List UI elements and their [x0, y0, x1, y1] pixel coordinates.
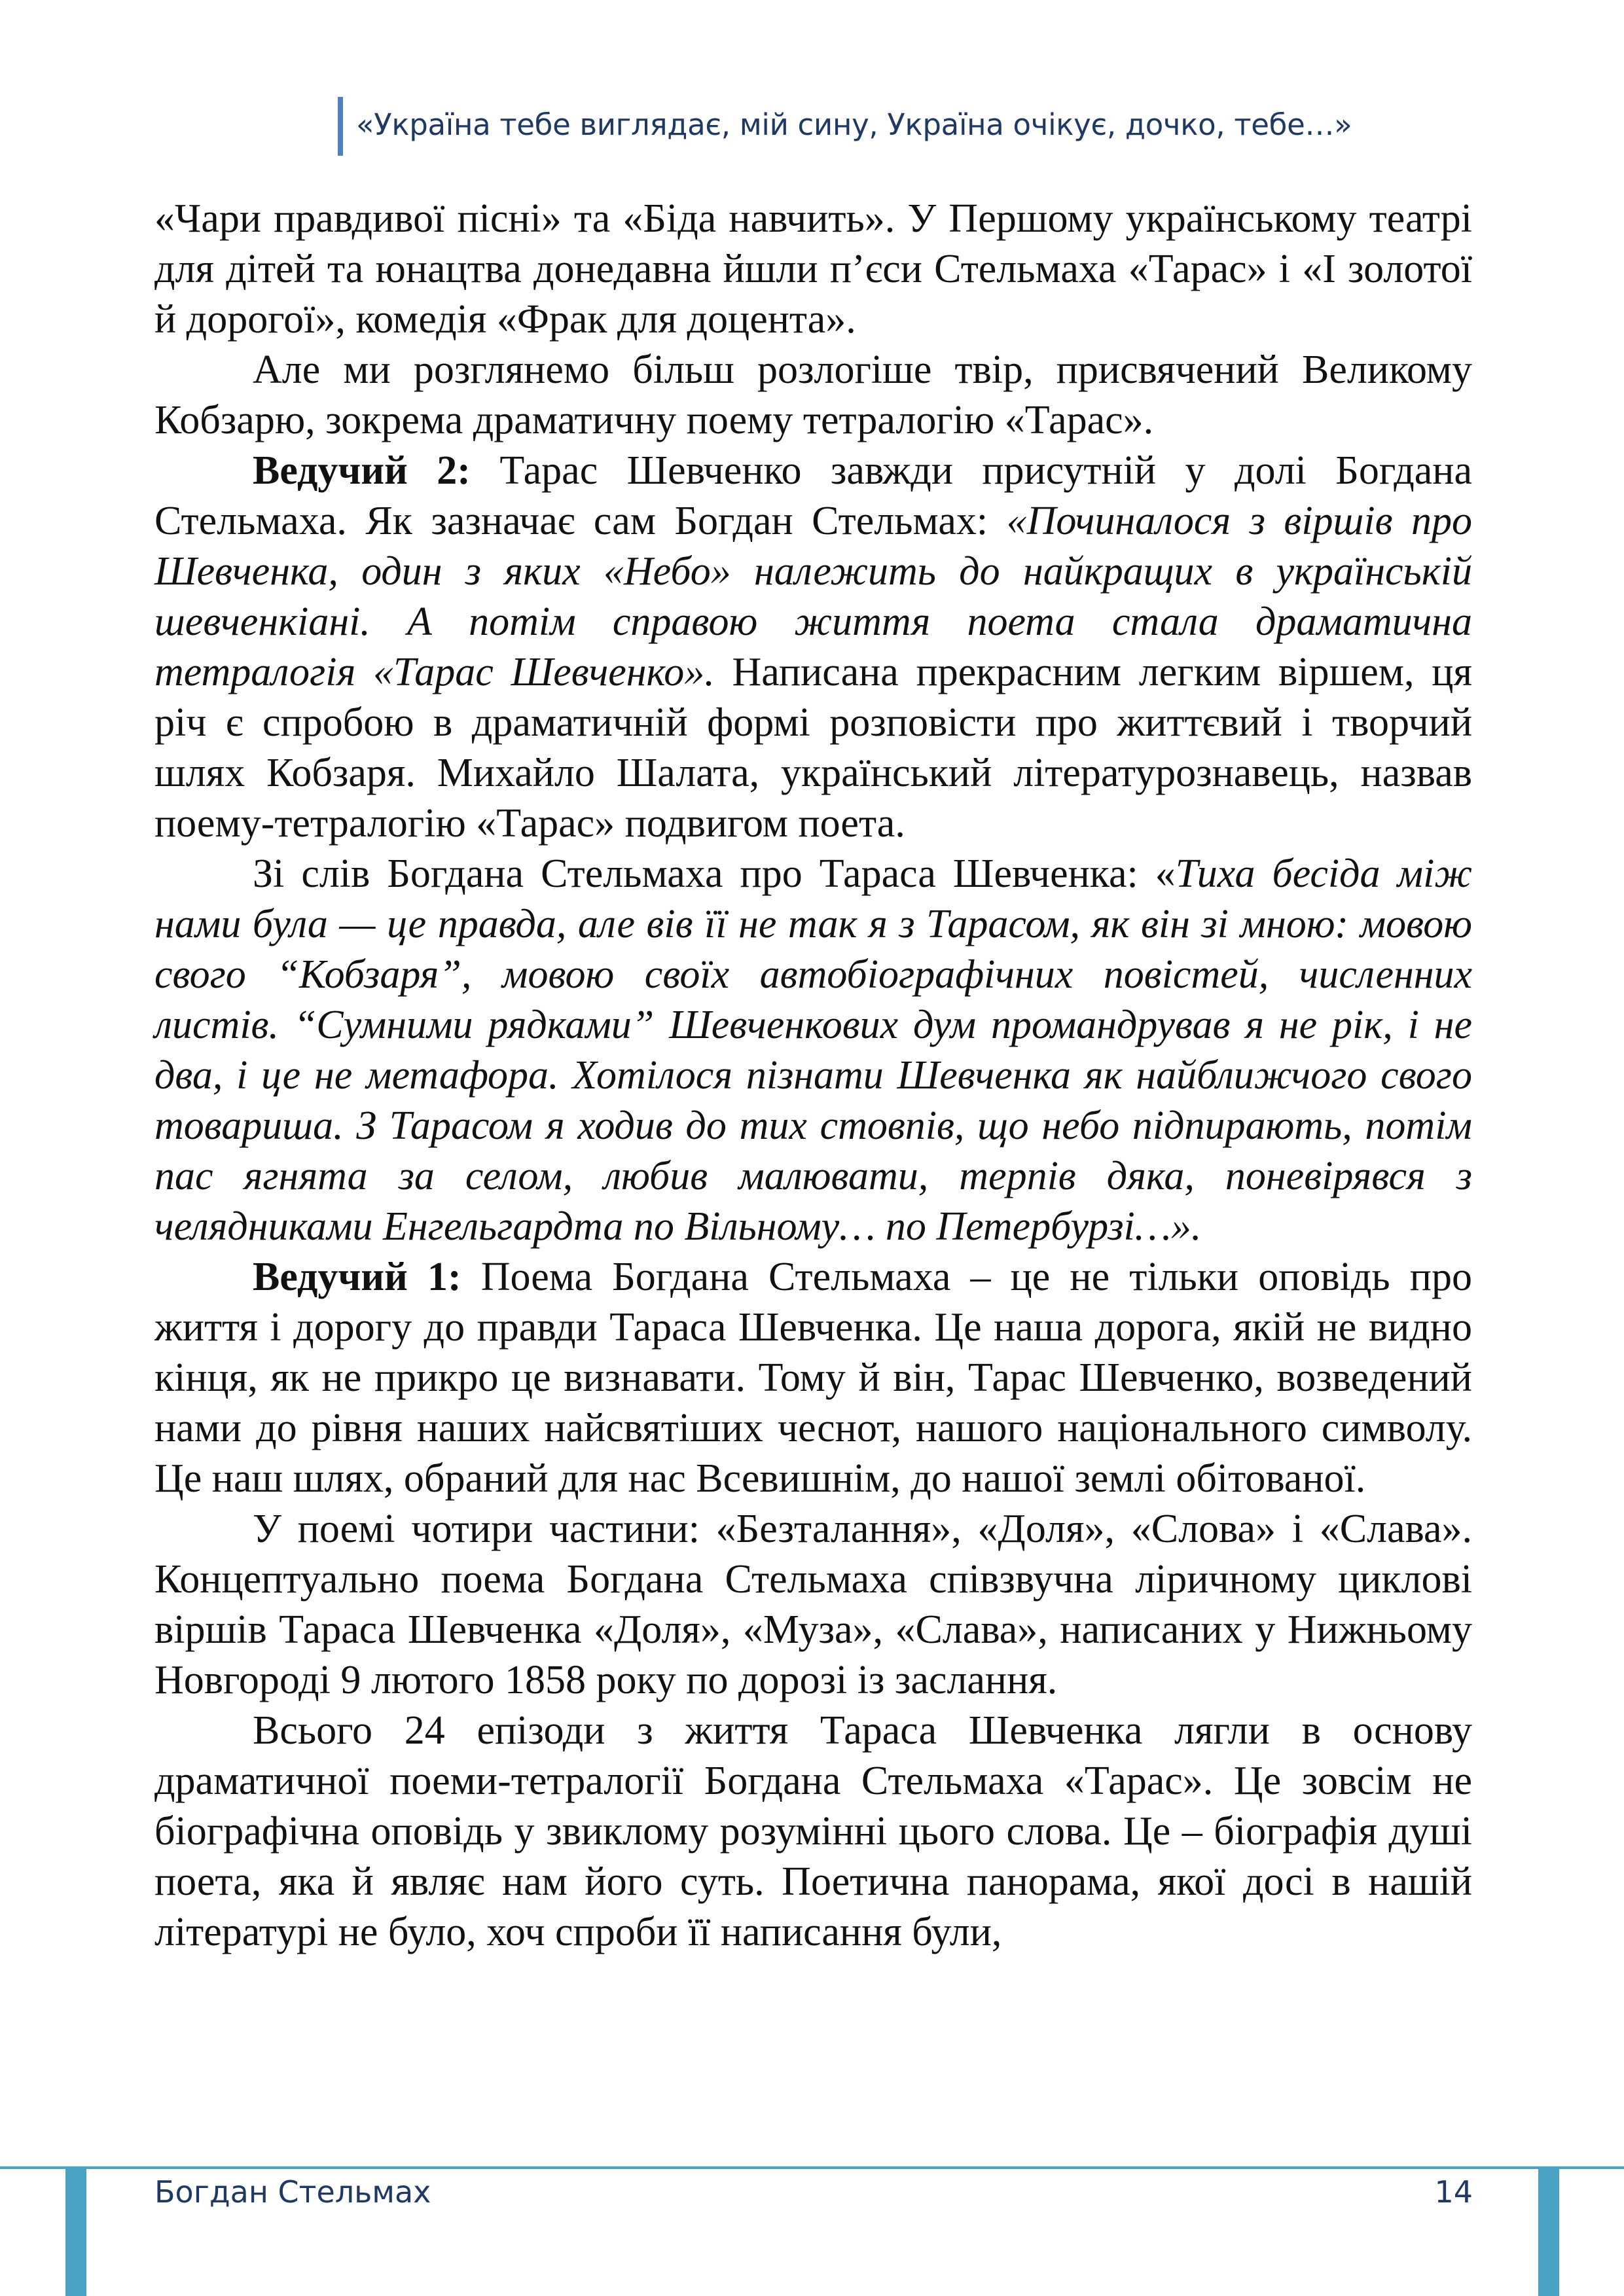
speaker-label: Ведучий 2: [253, 448, 471, 493]
paragraph-1: «Чари правдивої пісні» та «Біда навчить». У Першому українському театрі для дітей та юнацтва донедавна йшли п’єси Стельмаха «Тарас» і «І золотої й дорогої», комедія «Фрак для доцента». [154, 196, 1472, 342]
page-number: 14 [1434, 2174, 1473, 2210]
paragraph-5 [154, 1252, 1472, 1504]
quote-italic: Тиха бесіда між нами була — це правда, але вів її не так я з Тарасом, як він зі мною: мовою свого “Кобзаря”, мовою своїх автобіографічних повістей, численних листів. “Сумними рядками” Шевченкових дум промандрував я не рік, і не два, і це не метафора. Хотілося пізнати Шевченка як найближчого свого товариша. З Тарасом я ходив до тих стовпів, що небо підпирають, потім пас ягнята за селом, любив малювати, терпів дяка, поневірявся з челядниками Енгельгардта по Вільному… по Петербурзі…». [154, 852, 1473, 1249]
paragraph-7: Всього 24 епізоди з життя Тараса Шевченка лягли в основу драматичної поеми-тетралогії Богдана Стельмаха «Тарас». Це зовсім не біографічна оповідь у звиклому розумінні цього слова. Це – біографія душі поета, яка й являє нам його суть. Поетична панорама, якої досі в нашій літературі не було, хоч спроби її написання були, [154, 1708, 1472, 1954]
running-header: «Україна тебе виглядає, мій сину, Україна очікує, дочко, тебе…» [356, 107, 1352, 142]
footer-left-bar [65, 2169, 86, 2296]
header-accent-rule [338, 97, 343, 156]
paragraph-4-text: Зі слів Богдана Стельмаха про Тараса Шевченка: « [253, 852, 1176, 896]
paragraph-3 [154, 446, 1472, 849]
paragraph-6: У поемі чотири частини: «Безталання», «Доля», «Слова» і «Слава». Концептуально поема Богдана Стельмаха співзвучна ліричному циклові віршів Тараса Шевченка «Доля», «Муза», «Слава», написаних у Нижньому Новгороді 9 лютого 1858 року по дорозі із заслання. [154, 1507, 1472, 1702]
footer-rule [0, 2166, 1624, 2169]
quote-italic: «Починалося з віршів про Шевченка, один з яких «Небо» належить до найкращих в українській шевченкіані. А потім справою життя поета стала драматична тетралогія «Тарас Шевченко». [154, 499, 1473, 694]
paragraph-2: Але ми розглянемо більш розлогіше твір, присвячений Великому Кобзарю, зокрема драматичну поему тетралогію «Тарас». [154, 348, 1472, 442]
paragraph-3-text-b: Написана прекрасним легким віршем, ця річ є спробою в драматичній формі розповісти про життєвий і творчий шлях Кобзаря. Михайло Шалата, український літературознавець, назвав поему-тетралогію «Тарас» подвигом поета. [154, 650, 1472, 846]
paragraph-4 [154, 849, 1472, 1252]
paragraph-5-text: Поема Богдана Стельмаха – це не тільки оповідь про життя і дорогу до правди Тараса Шевченка. Це наша дорога, якій не видно кінця, як не прикро це визнавати. Тому й він, Тарас Шевченко, возведений нами до рівня наших найсвятіших чеснот, нашого національного символу. Це наш шлях, обраний для нас Всевишнім, до нашої землі обітованої. [154, 1255, 1472, 1501]
page-body [154, 194, 1472, 1958]
footer-right-bar [1538, 2169, 1559, 2296]
speaker-label: Ведучий 1: [253, 1255, 461, 1299]
paragraph-3-text-a: Тарас Шевченко завжди присутній у долі Богдана Стельмаха. Як зазначає сам Богдан Стельмах: [154, 448, 1472, 543]
footer-author: Богдан Стельмах [154, 2174, 431, 2210]
